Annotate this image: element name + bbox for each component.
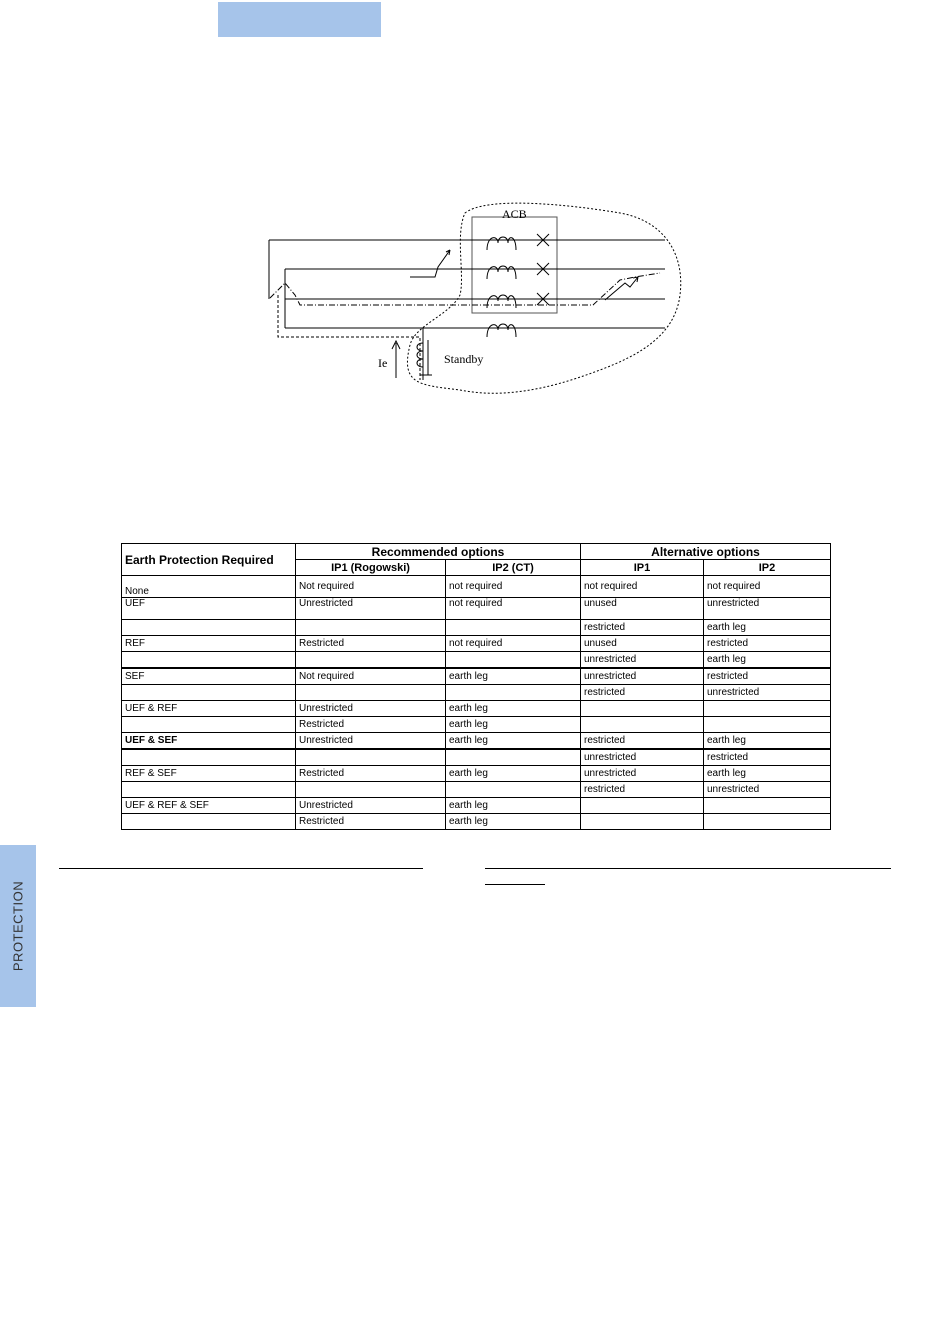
table-cell: SEF (122, 668, 296, 685)
section-side-tab (0, 845, 36, 1007)
table-row (122, 749, 831, 766)
table-cell: UEF & REF & SEF (122, 798, 296, 814)
table-row (122, 814, 831, 830)
table-cell: earth leg (446, 733, 581, 750)
table-cell: None (122, 576, 296, 598)
table-cell: Unrestricted (296, 598, 446, 620)
table-cell: Unrestricted (296, 798, 446, 814)
col-header: IP2 (CT) (446, 560, 581, 576)
table-row (122, 733, 831, 750)
table-cell (122, 685, 296, 701)
table-row (122, 598, 831, 620)
table-cell: UEF & SEF (122, 733, 296, 750)
table-cell: Not required (296, 668, 446, 685)
table-cell (446, 685, 581, 701)
table-cell (581, 814, 704, 830)
table-cell (581, 701, 704, 717)
earth-fault-diagram (260, 195, 690, 405)
table-cell (296, 652, 446, 669)
return-path (278, 295, 420, 380)
table-cell: Restricted (296, 814, 446, 830)
table-cell: Not required (296, 576, 446, 598)
table-cell (296, 685, 446, 701)
table-row (122, 652, 831, 669)
earth-protection-header: Earth Protection Required (122, 544, 296, 576)
side-tab-label: PROTECTION (10, 880, 26, 972)
table-cell: UEF & REF (122, 701, 296, 717)
table-cell: earth leg (446, 701, 581, 717)
table-row (122, 766, 831, 782)
standby-earth-ct (392, 328, 432, 380)
ct-coil-icons (487, 237, 516, 337)
table-cell: restricted (704, 636, 831, 652)
table-cell (122, 717, 296, 733)
table-cell (446, 620, 581, 636)
table-cell (296, 749, 446, 766)
table-cell (122, 620, 296, 636)
table-cell (704, 798, 831, 814)
table-cell: Restricted (296, 636, 446, 652)
table-row (122, 636, 831, 652)
table-cell (446, 652, 581, 669)
footnote-rule-left (59, 868, 423, 869)
phase-conductors (269, 240, 665, 328)
col-header: IP1 (581, 560, 704, 576)
table-cell: Restricted (296, 717, 446, 733)
table-cell: unrestricted (704, 782, 831, 798)
footnote-rule-right (485, 868, 891, 869)
table-cell (704, 701, 831, 717)
table-cell (704, 814, 831, 830)
table-cell: REF & SEF (122, 766, 296, 782)
table-cell: unrestricted (581, 749, 704, 766)
table-cell: unused (581, 598, 704, 620)
table-cell: earth leg (446, 814, 581, 830)
table-cell: Restricted (296, 766, 446, 782)
table-cell (446, 782, 581, 798)
acb-label: ACB (502, 207, 527, 221)
table-cell (122, 782, 296, 798)
table-cell: not required (446, 636, 581, 652)
table-cell: unrestricted (581, 766, 704, 782)
alternative-options-header: Alternative options (581, 544, 831, 560)
col-header: IP2 (704, 560, 831, 576)
table-cell: earth leg (704, 620, 831, 636)
table-cell (296, 782, 446, 798)
table-cell: unrestricted (704, 685, 831, 701)
table-cell: unused (581, 636, 704, 652)
table-cell: earth leg (704, 652, 831, 669)
table-cell: unrestricted (581, 652, 704, 669)
table-cell: unrestricted (704, 598, 831, 620)
table-cell: restricted (704, 749, 831, 766)
ie-label: Ie (378, 356, 388, 370)
table-row (122, 668, 831, 685)
fault-arrow-icon (410, 250, 638, 300)
table-cell: not required (581, 576, 704, 598)
table-cell: restricted (581, 733, 704, 750)
table-cell: unrestricted (581, 668, 704, 685)
table-row (122, 798, 831, 814)
table-cell: Unrestricted (296, 733, 446, 750)
table-cell: earth leg (446, 766, 581, 782)
standby-label: Standby (444, 352, 484, 366)
table-cell: earth leg (704, 766, 831, 782)
col-header: IP1 (Rogowski) (296, 560, 446, 576)
header-tab-bar (218, 2, 381, 37)
table-cell (296, 620, 446, 636)
recommended-options-header: Recommended options (296, 544, 581, 560)
table-cell (122, 814, 296, 830)
table-cell (122, 749, 296, 766)
table-cell: Unrestricted (296, 701, 446, 717)
table-cell: UEF (122, 598, 296, 620)
table-cell: earth leg (704, 733, 831, 750)
table-row (122, 782, 831, 798)
table-cell: restricted (581, 620, 704, 636)
table-cell: earth leg (446, 668, 581, 685)
table-cell (581, 798, 704, 814)
table-cell (122, 652, 296, 669)
table-cell: not required (446, 576, 581, 598)
table-row (122, 685, 831, 701)
footnote-rule-short (485, 884, 545, 885)
earth-protection-table (121, 543, 831, 830)
table-cell: earth leg (446, 798, 581, 814)
table-cell (704, 717, 831, 733)
table-row (122, 717, 831, 733)
table-cell: restricted (704, 668, 831, 685)
table-cell: not required (446, 598, 581, 620)
table-row (122, 620, 831, 636)
table-row (122, 701, 831, 717)
table-cell: REF (122, 636, 296, 652)
table-cell: restricted (581, 782, 704, 798)
table-cell (581, 717, 704, 733)
table-row (122, 576, 831, 598)
table-cell: earth leg (446, 717, 581, 733)
table-cell (446, 749, 581, 766)
table-cell: not required (704, 576, 831, 598)
table-cell: restricted (581, 685, 704, 701)
fault-current-path (270, 273, 660, 305)
